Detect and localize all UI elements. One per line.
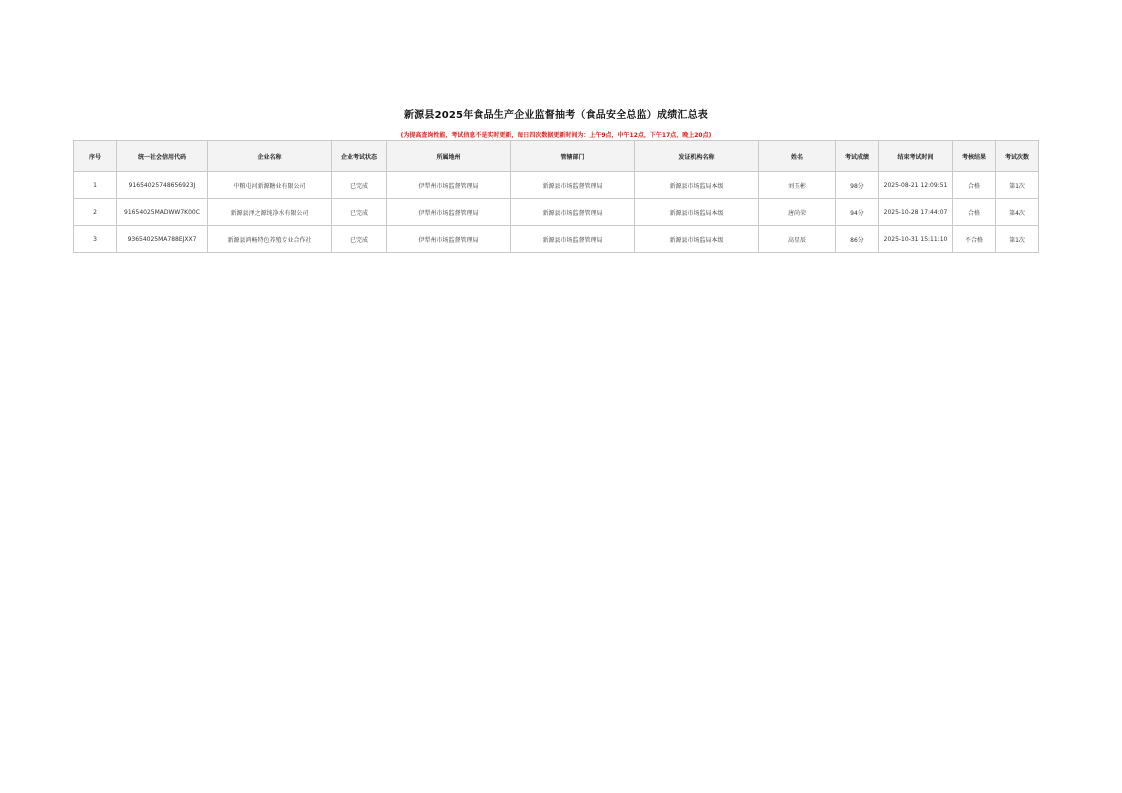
header-name: 姓名: [759, 141, 836, 172]
cell-issuing-authority: 新源县市场监局本级: [635, 226, 759, 253]
header-result: 考核结果: [953, 141, 996, 172]
page-title: 新源县2025年食品生产企业监督抽考（食品安全总监）成绩汇总表: [403, 110, 709, 121]
table-row: [74, 226, 1039, 253]
cell-issuing-authority: 新源县市场监局本级: [635, 199, 759, 226]
cell-company-name: 中粮屯河新源糖业有限公司: [208, 172, 332, 199]
results-table-container: [73, 140, 1038, 253]
table-header-row: [74, 141, 1039, 172]
cell-attempts: 第1次: [996, 226, 1039, 253]
header-company-name: 企业名称: [208, 141, 332, 172]
header-issuing-authority: 发证机构名称: [635, 141, 759, 172]
cell-prefecture: 伊犁州市场监督管理局: [387, 226, 511, 253]
cell-end-time: 2025-08-21 12:09:51: [879, 172, 953, 199]
header-score: 考试成绩: [836, 141, 879, 172]
cell-credit-code: 91654025MADWW7K00C: [117, 199, 208, 226]
table-row: [74, 172, 1039, 199]
cell-exam-status: 已完成: [332, 226, 387, 253]
results-table: [73, 140, 1039, 253]
cell-index: 3: [74, 226, 117, 253]
header-index: 序号: [74, 141, 117, 172]
cell-issuing-authority: 新源县市场监局本级: [635, 172, 759, 199]
cell-end-time: 2025-10-28 17:44:07: [879, 199, 953, 226]
cell-company-name: 新源县鸿畅特色养殖专业合作社: [208, 226, 332, 253]
cell-result: 合格: [953, 199, 996, 226]
cell-company-name: 新源县泽之源纯净水有限公司: [208, 199, 332, 226]
cell-name: 刘玉彬: [759, 172, 836, 199]
update-notice: (为提高查询性能，考试信息不是实时更新，每日四次数据更新时间为：上午9点，中午12点，下午17点，晚上20点): [400, 132, 712, 139]
header-credit-code: 统一社会信用代码: [117, 141, 208, 172]
header-attempts: 考试次数: [996, 141, 1039, 172]
cell-exam-status: 已完成: [332, 172, 387, 199]
cell-prefecture: 伊犁州市场监督管理局: [387, 172, 511, 199]
cell-score: 94分: [836, 199, 879, 226]
header-jurisdiction: 管辖部门: [511, 141, 635, 172]
cell-credit-code: 93654025MA788EJXX7: [117, 226, 208, 253]
cell-jurisdiction: 新源县市场监督管理局: [511, 199, 635, 226]
cell-score: 98分: [836, 172, 879, 199]
cell-name: 唐尚荣: [759, 199, 836, 226]
cell-jurisdiction: 新源县市场监督管理局: [511, 226, 635, 253]
cell-end-time: 2025-10-31 15:11:10: [879, 226, 953, 253]
cell-attempts: 第1次: [996, 172, 1039, 199]
cell-prefecture: 伊犁州市场监督管理局: [387, 199, 511, 226]
cell-jurisdiction: 新源县市场监督管理局: [511, 172, 635, 199]
cell-index: 1: [74, 172, 117, 199]
cell-credit-code: 91654025748656923J: [117, 172, 208, 199]
cell-score: 86分: [836, 226, 879, 253]
cell-exam-status: 已完成: [332, 199, 387, 226]
header-prefecture: 所属地州: [387, 141, 511, 172]
cell-attempts: 第4次: [996, 199, 1039, 226]
header-end-time: 结束考试时间: [879, 141, 953, 172]
cell-result: 不合格: [953, 226, 996, 253]
cell-name: 高星辰: [759, 226, 836, 253]
cell-result: 合格: [953, 172, 996, 199]
header-exam-status: 企业考试状态: [332, 141, 387, 172]
table-row: [74, 199, 1039, 226]
cell-index: 2: [74, 199, 117, 226]
